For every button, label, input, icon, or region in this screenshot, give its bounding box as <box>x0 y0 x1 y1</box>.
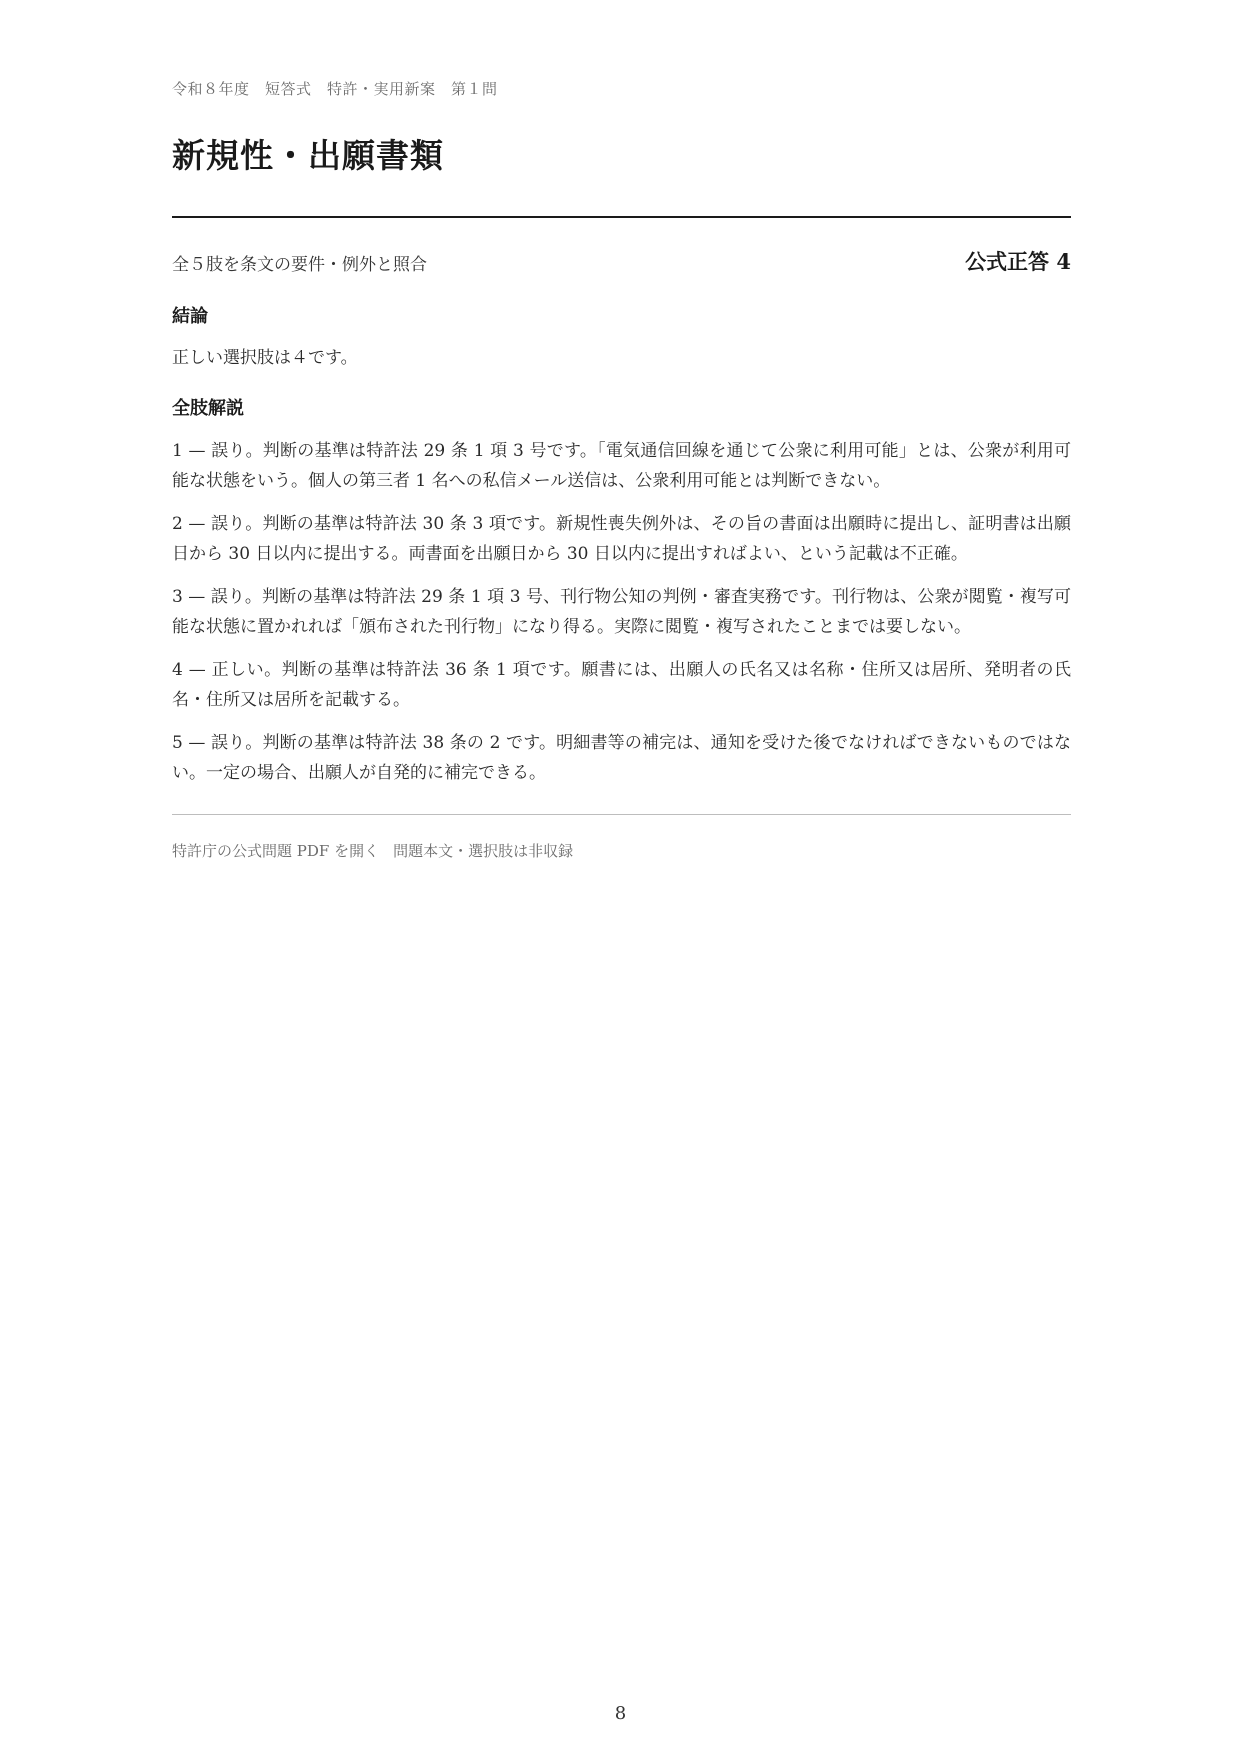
choice-explanation-5: 5 — 誤り。判断の基準は特許法 38 条の 2 です。明細書等の補完は、通知を受けた後でなければできないものではない。一定の場合、出願人が自発的に補完できる。 <box>172 733 1071 783</box>
choice-explanation-1: 1 — 誤り。判断の基準は特許法 29 条 1 項 3 号です。「電気通信回線を通じて公衆に利用可能」とは、公衆が利用可能な状態をいう。個人の第三者 1 名への私信メール送信は、公衆利用可能とは判断できない。 <box>172 441 1071 491</box>
summary-description: 全５肢を条文の要件・例外と照合 <box>172 255 427 275</box>
choice-explanation-2: 2 — 誤り。判断の基準は特許法 30 条 3 項です。新規性喪失例外は、その旨の書面は出願時に提出し、証明書は出願日から 30 日以内に提出する。両書面を出願日から 30 日以内に提出すればよい、という記載は不正確。 <box>172 514 1071 564</box>
running-head: 令和８年度 短答式 特許・実用新案 第１問 <box>172 80 498 98</box>
footer-note: 問題本文・選択肢は非収録 <box>393 842 574 860</box>
footer-line <box>172 840 573 861</box>
explanations-list <box>172 436 1071 801</box>
official-pdf-link[interactable]: 特許庁の公式問題 PDF を開く <box>172 842 380 860</box>
explanations-heading: 全肢解説 <box>172 398 244 419</box>
page-number: 8 <box>614 1703 627 1724</box>
conclusion-heading: 結論 <box>172 306 208 327</box>
footer-divider <box>172 814 1071 815</box>
official-answer: 公式正答 4 <box>965 249 1071 274</box>
choice-explanation-3: 3 — 誤り。判断の基準は特許法 29 条 1 項 3 号、刊行物公知の判例・審査実務です。刊行物は、公衆が閲覧・複写可能な状態に置かれれば「頒布された刊行物」になり得る。実際に閲覧・複写されたことまでは要しない。 <box>172 587 1071 637</box>
summary-row <box>172 246 1071 276</box>
page-title: 新規性・出願書類 <box>172 136 444 175</box>
conclusion-text: 正しい選択肢は４です。 <box>172 348 358 368</box>
title-divider <box>172 216 1071 218</box>
choice-explanation-4: 4 — 正しい。判断の基準は特許法 36 条 1 項です。願書には、出願人の氏名又は名称・住所又は居所、発明者の氏名・住所又は居所を記載する。 <box>172 660 1071 710</box>
